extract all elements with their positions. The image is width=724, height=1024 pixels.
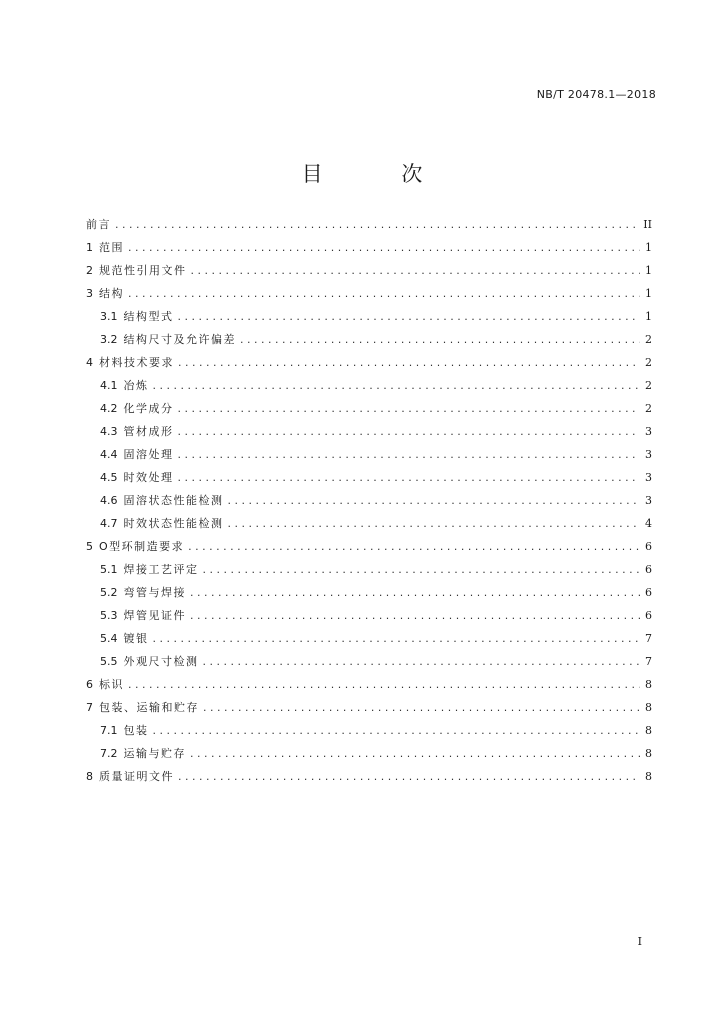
toc-entry-number: 7.2 [100, 747, 118, 760]
page-number: I [637, 935, 642, 948]
dot-leader [191, 264, 641, 277]
toc-entry-label: O型环制造要求 [99, 540, 185, 553]
dot-leader [203, 563, 641, 576]
toc-entry-number: 5.1 [100, 563, 118, 576]
toc-entry-number: 5 [86, 540, 93, 553]
toc-entry-number: 4 [86, 356, 93, 369]
toc-entry-number: 3 [86, 287, 93, 300]
toc-entry-page: 8 [645, 724, 652, 737]
dot-leader [178, 425, 641, 438]
dot-leader [240, 333, 640, 346]
toc-entry-page: 8 [645, 747, 652, 760]
dot-leader [228, 494, 641, 507]
toc-entry-label: 规范性引用文件 [99, 264, 187, 277]
toc-entry-page: 6 [645, 540, 652, 553]
toc-entry-label: 范围 [99, 241, 124, 254]
toc-entry[interactable] [86, 607, 652, 630]
dot-leader [128, 241, 640, 254]
toc-entry-label: 包装、运输和贮存 [99, 701, 199, 714]
toc-entry-label: 时效状态性能检测 [123, 517, 224, 530]
toc-entry-page: 7 [645, 655, 652, 668]
toc-entry[interactable] [86, 630, 652, 653]
toc-entry-label: 结构 [99, 287, 124, 300]
toc-entry-page: 6 [645, 586, 652, 599]
toc-entry[interactable] [86, 515, 652, 538]
toc-entry-label: 管材成形 [123, 425, 174, 438]
dot-leader [153, 632, 641, 645]
toc-entry[interactable] [86, 331, 652, 354]
toc-entry-label: 固溶状态性能检测 [123, 494, 224, 507]
toc-entry[interactable] [86, 768, 652, 791]
toc-entry-page: 8 [645, 770, 652, 783]
toc-entry-number: 3.2 [100, 333, 118, 346]
toc-entry-page: 1 [645, 264, 652, 277]
toc-entry-page: 2 [645, 356, 652, 369]
toc-entry[interactable] [86, 584, 652, 607]
page-title: 目 次 [301, 162, 459, 186]
toc-entry-number: 4.2 [100, 402, 118, 415]
toc-entry-number: 8 [86, 770, 93, 783]
toc-entry[interactable] [86, 262, 652, 285]
toc-entry-number: 5.5 [100, 655, 118, 668]
toc-entry-label: 材料技术要求 [99, 356, 174, 369]
toc-entry[interactable] [86, 400, 652, 423]
toc-entry[interactable] [86, 446, 652, 469]
toc-entry[interactable] [86, 285, 652, 308]
toc-entry-label: 运输与贮存 [123, 747, 186, 760]
toc-entry-page: 2 [645, 333, 652, 346]
dot-leader [128, 678, 640, 691]
toc-entry-label: 结构尺寸及允许偏差 [123, 333, 236, 346]
toc-entry-page: 1 [645, 287, 652, 300]
toc-entry-label: 镀银 [123, 632, 149, 645]
dot-leader [203, 701, 640, 714]
toc-entry[interactable] [86, 216, 652, 239]
toc-entry[interactable] [86, 492, 652, 515]
toc-entry-label: 化学成分 [123, 402, 174, 415]
toc-entry-page: 6 [645, 563, 652, 576]
toc-entry[interactable] [86, 469, 652, 492]
toc-entry-page: 4 [645, 517, 652, 530]
toc-entry-label: 时效处理 [123, 471, 174, 484]
dot-leader [190, 586, 640, 599]
dot-leader [128, 287, 640, 300]
toc-entry-number: 4.7 [100, 517, 118, 530]
toc-entry-page: 6 [645, 609, 652, 622]
toc-entry-page: 3 [645, 471, 652, 484]
toc-entry-label: 质量证明文件 [99, 770, 174, 783]
toc-entry-number: 1 [86, 241, 93, 254]
toc-entry-page: 3 [645, 425, 652, 438]
toc-entry-page: 8 [645, 701, 652, 714]
toc-entry-number: 6 [86, 678, 93, 691]
toc-entry[interactable] [86, 722, 652, 745]
standard-code: NB/T 20478.1—2018 [536, 88, 656, 101]
toc-entry-label: 包装 [123, 724, 149, 737]
toc-entry-number: 4.5 [100, 471, 118, 484]
toc-entry[interactable] [86, 239, 652, 262]
toc-entry-label: 固溶处理 [123, 448, 174, 461]
toc-entry-label: 结构型式 [123, 310, 174, 323]
toc-entry-label: 焊接工艺评定 [123, 563, 199, 576]
toc-entry-number: 4.1 [100, 379, 118, 392]
toc-entry-number: 4.3 [100, 425, 118, 438]
toc-entry[interactable] [86, 699, 652, 722]
toc-entry-page: 2 [645, 402, 652, 415]
dot-leader [188, 540, 640, 553]
toc-entry[interactable] [86, 308, 652, 331]
dot-leader [153, 724, 641, 737]
toc-entry-label: 焊管见证件 [123, 609, 186, 622]
toc-entry-page: 3 [645, 494, 652, 507]
toc-entry-number: 5.3 [100, 609, 118, 622]
dot-leader [178, 356, 640, 369]
toc-entry-label: 弯管与焊接 [123, 586, 186, 599]
dot-leader [178, 770, 640, 783]
toc-entry-number: 5.4 [100, 632, 118, 645]
toc-entry-number: 5.2 [100, 586, 118, 599]
dot-leader [178, 402, 641, 415]
dot-leader [203, 655, 641, 668]
toc-entry-label: 标识 [99, 678, 124, 691]
dot-leader [178, 448, 641, 461]
dot-leader [228, 517, 641, 530]
toc-entry-page: 1 [645, 310, 652, 323]
toc-entry-number: 3.1 [100, 310, 118, 323]
dot-leader [190, 747, 640, 760]
toc-entry[interactable] [86, 676, 652, 699]
toc-entry[interactable] [86, 538, 652, 561]
toc-entry[interactable] [86, 745, 652, 768]
toc-entry-label: 冶炼 [123, 379, 149, 392]
toc-entry-number: 4.6 [100, 494, 118, 507]
toc-entry-number: 7 [86, 701, 93, 714]
toc-entry[interactable] [86, 423, 652, 446]
toc-entry-page: 8 [645, 678, 652, 691]
toc-entry-page: 2 [645, 379, 652, 392]
dot-leader [178, 471, 641, 484]
dot-leader [153, 379, 641, 392]
dot-leader [190, 609, 640, 622]
toc-entry-number: 4.4 [100, 448, 118, 461]
toc-entry[interactable] [86, 354, 652, 377]
toc-entry-label: 前言 [86, 218, 111, 231]
dot-leader [115, 218, 639, 231]
toc-entry-page: 1 [645, 241, 652, 254]
toc-entry-page: 3 [645, 448, 652, 461]
toc-entry-number: 2 [86, 264, 93, 277]
table-of-contents [86, 216, 652, 791]
toc-entry[interactable] [86, 653, 652, 676]
toc-entry[interactable] [86, 561, 652, 584]
toc-entry-page: II [643, 218, 652, 231]
toc-entry-page: 7 [645, 632, 652, 645]
toc-entry-label: 外观尺寸检测 [123, 655, 199, 668]
toc-entry-number: 7.1 [100, 724, 118, 737]
toc-entry[interactable] [86, 377, 652, 400]
dot-leader [178, 310, 641, 323]
